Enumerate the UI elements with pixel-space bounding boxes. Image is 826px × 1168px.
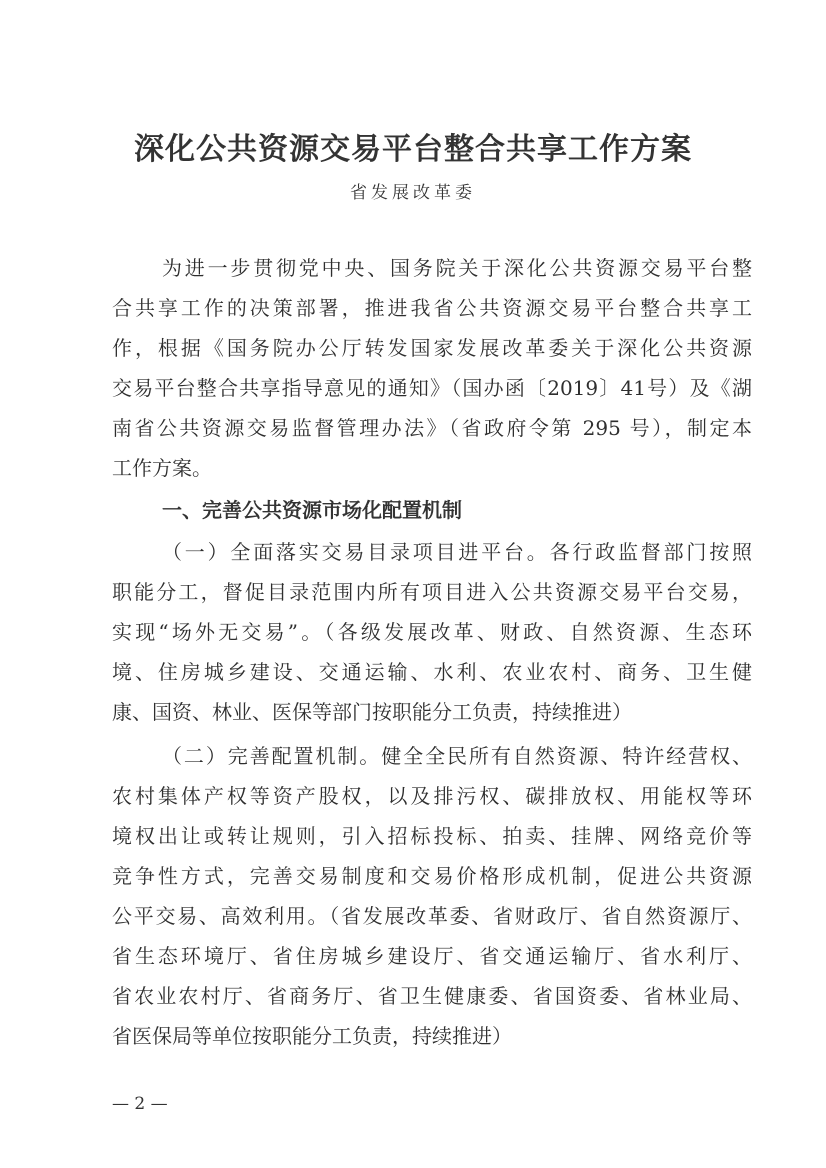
paragraph-line: 境、住房城乡建设、交通运输、水利、农业农村、商务、卫生健 — [112, 660, 752, 684]
paragraph-line: 公平交易、高效利用。（省发展改革委、省财政厅、省自然资源厅、 — [112, 904, 752, 928]
item-first-line — [162, 532, 752, 572]
paragraph-line: 为进一步贯彻党中央、国务院关于深化公共资源交易平台整 — [162, 256, 752, 280]
paragraph-line: 竞争性方式，完善交易制度和交易价格形成机制，促进公共资源 — [112, 864, 752, 888]
paragraph-line: 实现“场外无交易”。（各级发展改革、财政、自然资源、生态环 — [112, 620, 752, 644]
paragraph-line: 作，根据《国务院办公厅转发国家发展改革委关于深化公共资源 — [112, 336, 752, 360]
item-first-line — [162, 736, 752, 776]
paragraph-line: 工作方案。 — [112, 456, 212, 480]
paragraph-line: 交易平台整合共享指导意见的通知》（国办函〔2019〕41号）及《湖 — [112, 376, 752, 400]
paragraph-line: 职能分工，督促目录范围内所有项目进入公共资源交易平台交易， — [112, 580, 752, 604]
paragraph-line: 农村集体产权等资产股权，以及排污权、碳排放权、用能权等环 — [112, 784, 752, 808]
item-lead: （二）完善配置机制。 — [162, 744, 382, 768]
paragraph-line: 境权出让或转让规则，引入招标投标、拍卖、挂牌、网络竞价等 — [112, 824, 752, 848]
paragraph-line: 省农业农村厅、省商务厅、省卫生健康委、省国资委、省林业局、 — [112, 984, 752, 1008]
document-subtitle: 省发展改革委 — [350, 183, 476, 203]
paragraph-line: 合共享工作的决策部署，推进我省公共资源交易平台整合共享工 — [112, 296, 752, 320]
item-text: 健全全民所有自然资源、特许经营权、 — [381, 744, 753, 768]
paragraph-line: 省医保局等单位按职能分工负责，持续推进） — [112, 1024, 512, 1048]
item-lead: （一）全面落实交易目录项目进平台。 — [162, 540, 550, 564]
page-number: — 2 — — [112, 1094, 168, 1114]
document-title: 深化公共资源交易平台整合共享工作方案 — [134, 132, 692, 167]
item-text: 各行政监督部门按照 — [549, 540, 753, 564]
paragraph-line: 省生态环境厅、省住房城乡建设厅、省交通运输厅、省水利厅、 — [112, 944, 752, 968]
section-heading: 一、完善公共资源市场化配置机制 — [162, 498, 462, 522]
paragraph-line: 康、国资、林业、医保等部门按职能分工负责，持续推进） — [112, 700, 632, 724]
paragraph-line: 南省公共资源交易监督管理办法》（省政府令第 295 号），制定本 — [112, 416, 752, 440]
